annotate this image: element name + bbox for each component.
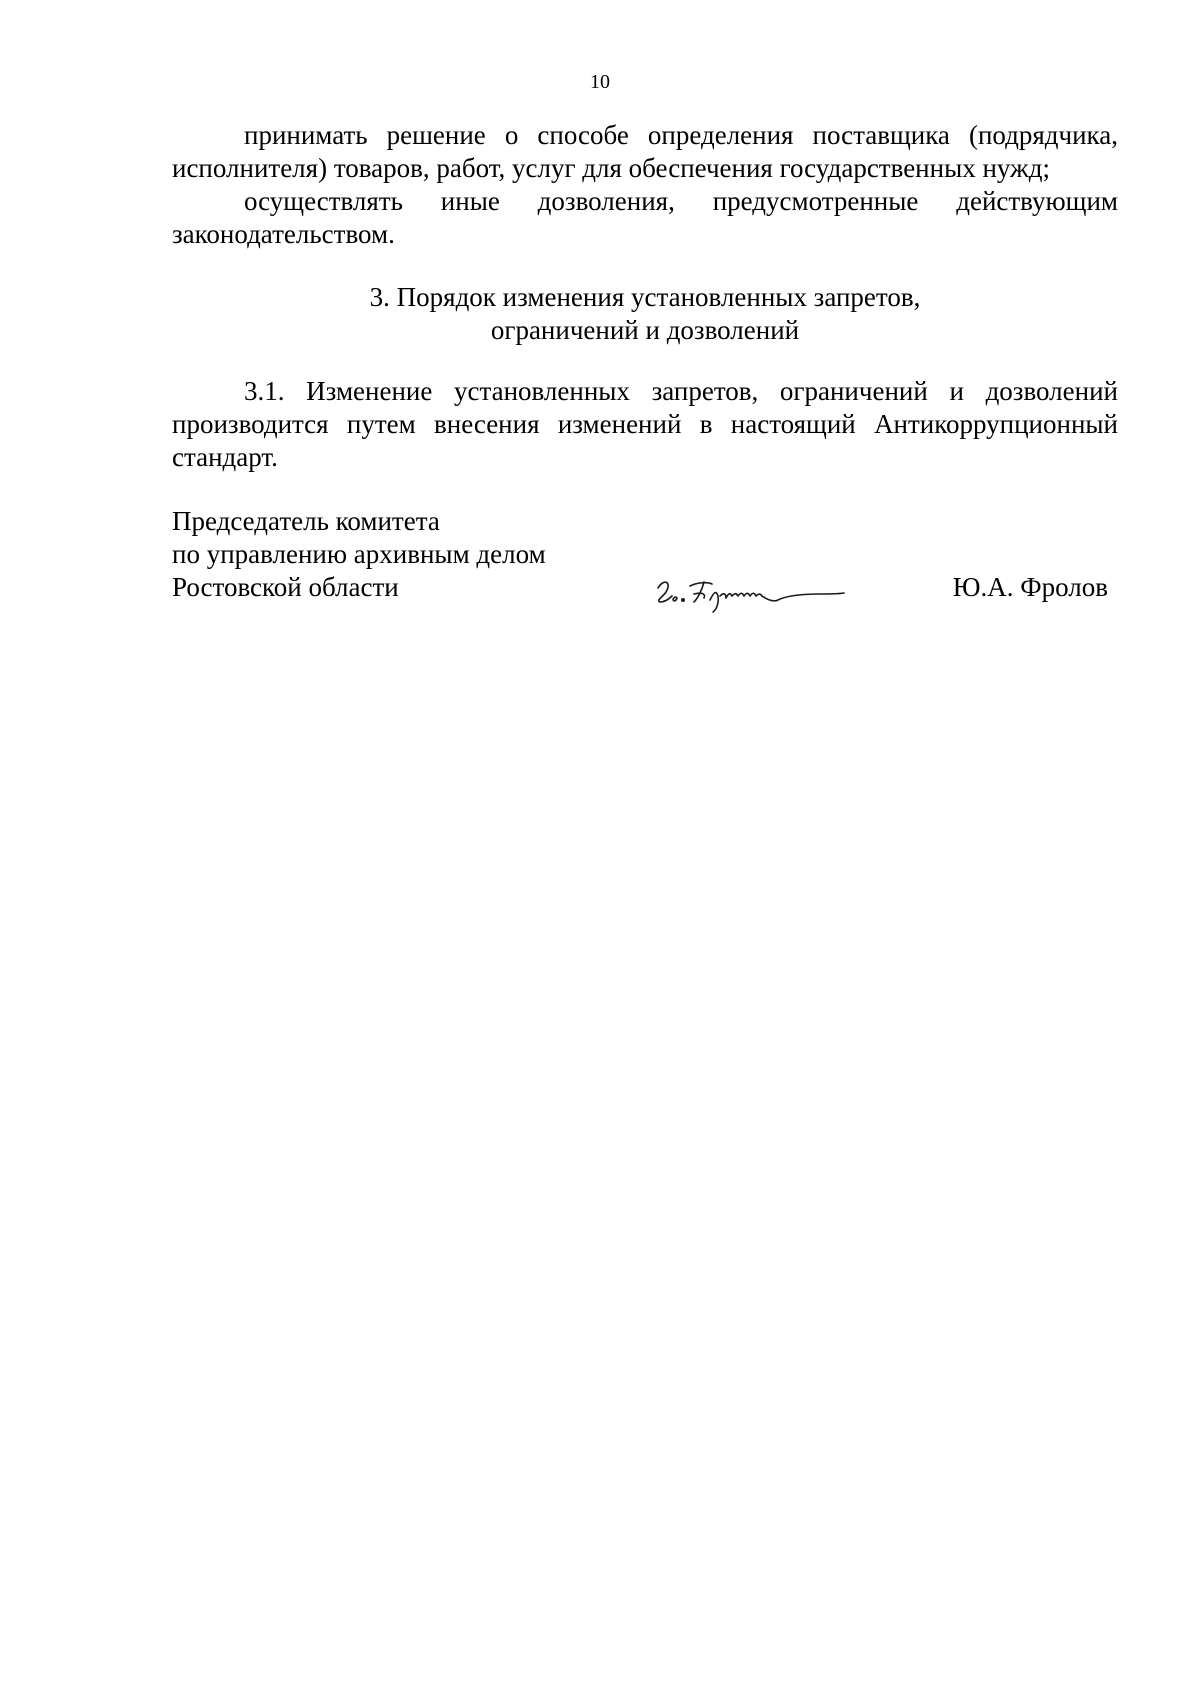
body-text-top	[172, 119, 1118, 251]
page-number: 10	[590, 71, 610, 93]
paragraph-3-1: 3.1. Изменение установленных запретов, ограничений и дозволений производится путем внесения изменений в настоящий Антикоррупционный стандарт.	[172, 376, 1118, 472]
signer-position-line-1: Председатель комитета	[172, 506, 440, 536]
section-heading-line-2: ограничений и дозволений	[490, 315, 800, 345]
body-text-section-3	[172, 375, 1118, 474]
paragraph-supplier-decision: принимать решение о способе определения поставщика (подрядчика, исполнителя) товаров, работ, услуг для обеспечения государственных нужд;	[172, 120, 1118, 183]
signer-position-line-2: по управлению архивным делом	[172, 539, 546, 569]
signer-position-line-3: Ростовской области	[172, 572, 399, 602]
handwritten-signature	[650, 570, 850, 614]
section-heading	[172, 281, 1118, 347]
paragraph-other-permissions: осуществлять иные дозволения, предусмотренные действующим законодательством.	[172, 186, 1118, 249]
signer-name: Ю.А. Фролов	[952, 572, 1108, 602]
section-heading-line-1: 3. Порядок изменения установленных запретов,	[369, 282, 921, 312]
